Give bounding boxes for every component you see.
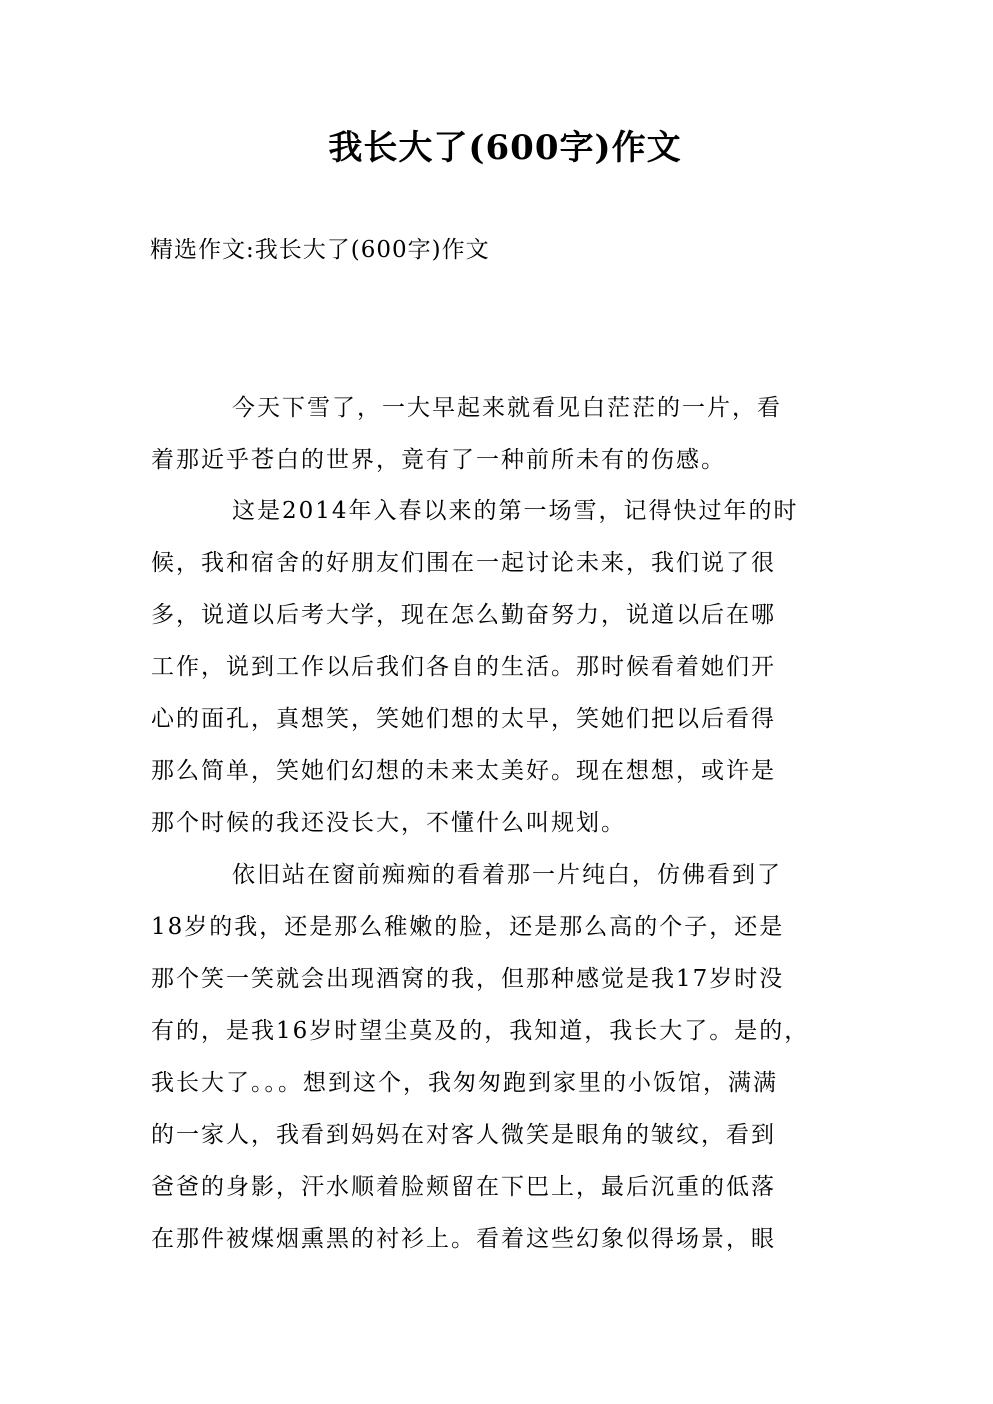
document-subtitle: 精选作文:我长大了(600字)作文 [150,237,490,263]
paragraph-line: 那个笑一笑就会出现酒窝的我，但那种感觉是我17岁时没 [151,966,785,992]
paragraph-line: 这是2014年入春以来的第一场雪，记得快过年的时 [232,498,799,524]
document-title: 我长大了(600字)作文 [328,128,682,168]
paragraph-line: 18岁的我，还是那么稚嫩的脸，还是那么高的个子，还是 [151,914,785,940]
paragraph-line: 我长大了。。。想到这个，我匆匆跑到家里的小饭馆，满满 [151,1070,778,1096]
paragraph-line: 有的，是我16岁时望尘莫及的，我知道，我长大了。是的， [151,1018,810,1044]
paragraph-line: 那么简单，笑她们幻想的未来太美好。现在想想，或许是 [151,758,776,784]
paragraph-line: 爸爸的身影，汗水顺着脸颊留在下巴上，最后沉重的低落 [151,1174,776,1200]
paragraph-line: 工作，说到工作以后我们各自的生活。那时候看着她们开 [151,654,776,680]
paragraph-line: 今天下雪了，一大早起来就看见白茫茫的一片，看 [232,395,782,421]
paragraph-line: 在那件被煤烟熏黑的衬衫上。看着这些幻象似得场景，眼 [151,1226,776,1252]
paragraph-line: 那个时候的我还没长大，不懂什么叫规划。 [151,810,626,836]
paragraph-line: 的一家人，我看到妈妈在对客人微笑是眼角的皱纹，看到 [151,1122,776,1148]
paragraph-line: 着那近乎苍白的世界，竟有了一种前所未有的伤感。 [151,447,726,473]
paragraph-line: 心的面孔，真想笑，笑她们想的太早，笑她们把以后看得 [151,706,776,732]
paragraph-line: 候，我和宿舍的好朋友们围在一起讨论未来，我们说了很 [151,550,776,576]
paragraph-line: 多，说道以后考大学，现在怎么勤奋努力，说道以后在哪 [151,602,776,628]
paragraph-line: 依旧站在窗前痴痴的看着那一片纯白，仿佛看到了 [232,862,782,888]
